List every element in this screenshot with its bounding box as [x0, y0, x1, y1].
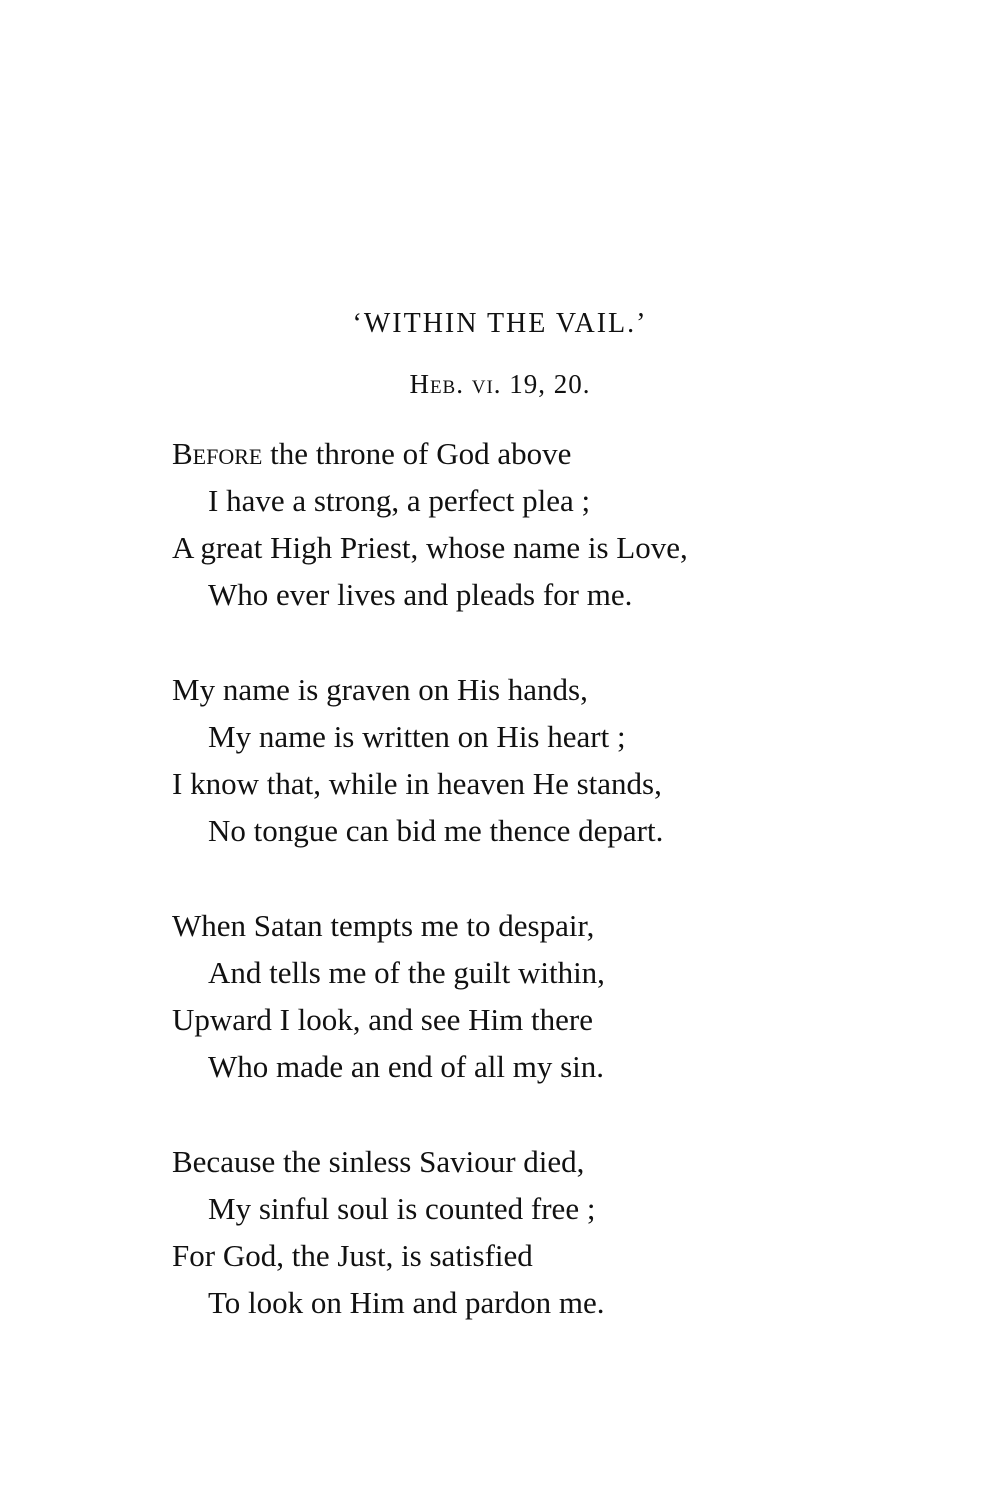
poem-line: To look on Him and pardon me.	[208, 1285, 605, 1320]
poem-title: ‘WITHIN THE VAIL.’	[352, 308, 648, 339]
poem-line	[172, 430, 972, 477]
poem-line-text: the throne of God above	[262, 436, 572, 471]
poem-line: I have a strong, a perfect plea ;	[208, 483, 591, 518]
poem-line: I know that, while in heaven He stands,	[172, 766, 662, 801]
stanza	[172, 666, 972, 854]
poem-line: My sinful soul is counted free ;	[208, 1191, 596, 1226]
poem-line: When Satan tempts me to despair,	[172, 908, 595, 943]
poem-line: For God, the Just, is satisfied	[172, 1238, 533, 1273]
poem-line: Who ever lives and pleads for me.	[208, 577, 633, 612]
opening-word: Before	[172, 436, 263, 471]
stanza	[172, 1138, 972, 1326]
poem-body	[172, 430, 972, 1374]
scripture-reference: Heb. vi. 19, 20.	[409, 369, 591, 399]
poem-line: Who made an end of all my sin.	[208, 1049, 605, 1084]
stanza	[172, 430, 972, 618]
poem-line: No tongue can bid me thence depart.	[208, 813, 664, 848]
poem-line: Because the sinless Saviour died,	[172, 1144, 585, 1179]
stanza	[172, 902, 972, 1090]
poem-line: My name is written on His heart ;	[208, 719, 626, 754]
poem-line: A great High Priest, whose name is Love,	[172, 530, 688, 565]
poem-line: Upward I look, and see Him there	[172, 1002, 593, 1037]
poem-line: My name is graven on His hands,	[172, 672, 588, 707]
poem-line: And tells me of the guilt within,	[208, 955, 605, 990]
